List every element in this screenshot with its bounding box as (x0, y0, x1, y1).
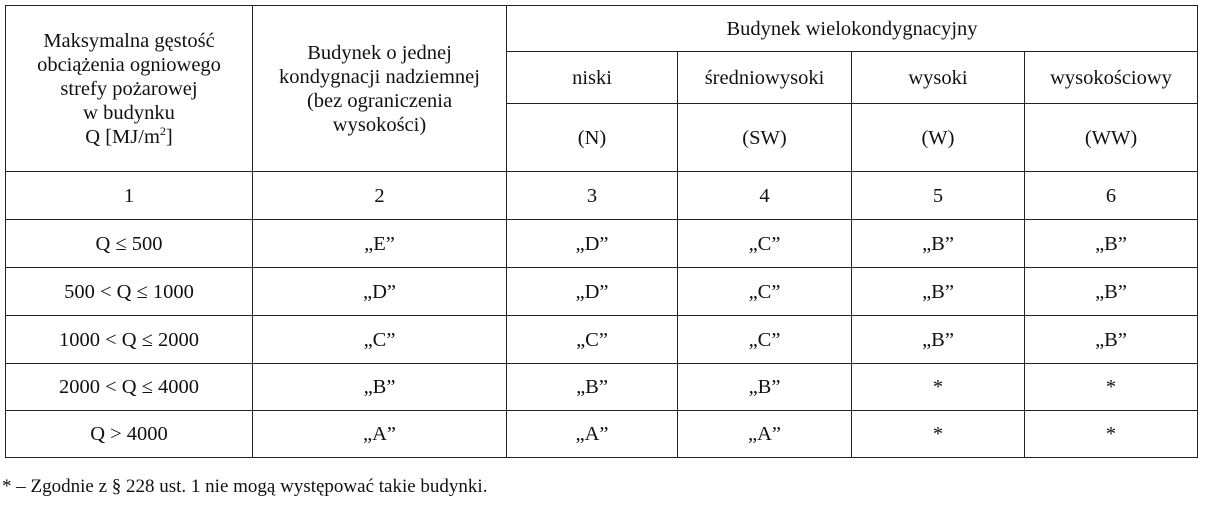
class-cell: „C” (507, 316, 678, 364)
header-category-code: (SW) (678, 104, 852, 172)
class-cell: „B” (253, 364, 507, 411)
table-row (6, 411, 1198, 458)
class-cell: „D” (507, 220, 678, 268)
table-row (6, 316, 1198, 364)
fire-load-range: 500 < Q ≤ 1000 (6, 268, 253, 316)
class-cell: * (1025, 411, 1198, 458)
class-cell: „B” (678, 364, 852, 411)
header-single-storey-building (253, 6, 507, 172)
fire-load-range: 1000 < Q ≤ 2000 (6, 316, 253, 364)
header-q-line: Maksymalna gęstość (43, 29, 215, 52)
table-row (6, 364, 1198, 411)
fire-load-range: Q ≤ 500 (6, 220, 253, 268)
header-single-line: wysokości) (332, 113, 427, 136)
class-cell: * (1025, 364, 1198, 411)
column-number: 3 (507, 172, 678, 220)
class-cell: * (852, 411, 1025, 458)
column-number: 5 (852, 172, 1025, 220)
header-single-line: Budynek o jednej (307, 41, 452, 64)
class-cell: „B” (1025, 220, 1198, 268)
header-category-name: średniowysoki (678, 52, 852, 104)
class-cell: „E” (253, 220, 507, 268)
class-cell: „A” (253, 411, 507, 458)
table-row (6, 268, 1198, 316)
class-cell: „B” (1025, 316, 1198, 364)
header-q-unit: Q $[MJ/m^2]$ (85, 123, 173, 148)
class-cell: „B” (852, 268, 1025, 316)
header-single-line: (bez ograniczenia (306, 89, 453, 112)
column-number: 1 (6, 172, 253, 220)
fire-load-range: 2000 < Q ≤ 4000 (6, 364, 253, 411)
table-row (6, 220, 1198, 268)
column-number-row (6, 172, 1198, 220)
column-number: 6 (1025, 172, 1198, 220)
header-multi-storey-building: Budynek wielokondygnacyjny (507, 6, 1198, 52)
class-cell: „D” (507, 268, 678, 316)
class-cell: „B” (507, 364, 678, 411)
header-q-line: w budynku (83, 101, 175, 124)
header-q-line: strefy pożarowej (60, 77, 198, 100)
header-category-name: niski (507, 52, 678, 104)
header-fire-load-density (6, 6, 253, 172)
class-cell: „B” (852, 316, 1025, 364)
header-single-line: kondygnacji nadziemnej (279, 65, 480, 88)
header-category-code: (W) (852, 104, 1025, 172)
footnote: * – Zgodnie z § 228 ust. 1 nie mogą występować takie budynki. (2, 476, 488, 497)
class-cell: „D” (253, 268, 507, 316)
class-cell: * (852, 364, 1025, 411)
class-cell: „B” (1025, 268, 1198, 316)
column-number: 4 (678, 172, 852, 220)
header-category-code: (N) (507, 104, 678, 172)
fire-resistance-class-table (5, 5, 1198, 458)
class-cell: „C” (678, 316, 852, 364)
class-cell: „C” (678, 268, 852, 316)
fire-load-range: Q > 4000 (6, 411, 253, 458)
header-category-name: wysoki (852, 52, 1025, 104)
class-cell: „A” (507, 411, 678, 458)
class-cell: „C” (253, 316, 507, 364)
header-category-name: wysokościowy (1025, 52, 1198, 104)
column-number: 2 (253, 172, 507, 220)
header-q-line: obciążenia ogniowego (37, 53, 221, 76)
header-category-code: (WW) (1025, 104, 1198, 172)
class-cell: „A” (678, 411, 852, 458)
class-cell: „B” (852, 220, 1025, 268)
class-cell: „C” (678, 220, 852, 268)
